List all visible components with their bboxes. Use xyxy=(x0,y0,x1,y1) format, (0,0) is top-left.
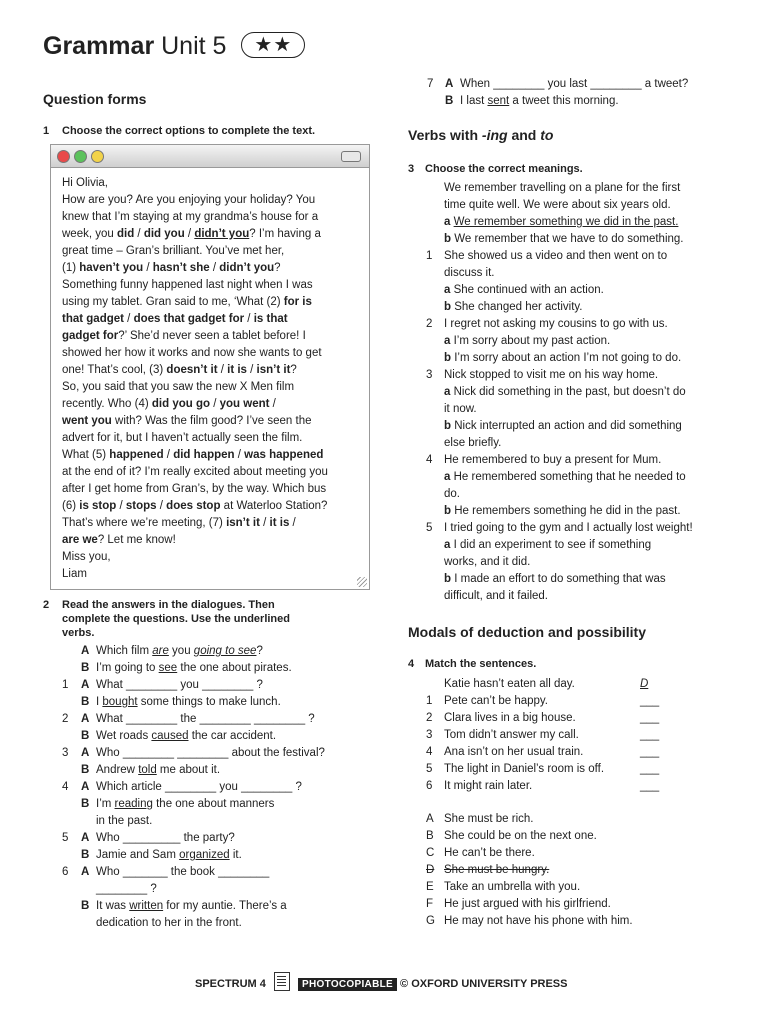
email-line: Hi Olivia, xyxy=(62,177,109,189)
speaker-b: B xyxy=(81,849,90,861)
meaning-line: time quite well. We were about six years old. xyxy=(444,199,671,211)
instruction-text xyxy=(62,598,373,640)
title-bold: Grammar xyxy=(43,32,155,60)
email-line: Liam xyxy=(62,568,87,580)
exercise-number: 4 xyxy=(408,658,415,670)
email-line: (1) haven’t you / hasn’t she / didn’t you? xyxy=(62,262,281,274)
answer-line: I’m going to see the one about pirates. xyxy=(96,662,292,674)
meaning-line: a I did an experiment to see if something xyxy=(444,539,652,551)
meaning-line: else briefly. xyxy=(444,437,502,449)
speaker-a: A xyxy=(81,832,90,844)
email-line: showed her how it works and now she wants to get xyxy=(62,347,322,359)
email-line: advert for it, but I haven’t actually seen the film. xyxy=(62,432,303,444)
speaker-b: B xyxy=(445,95,454,107)
answer-line: It was written for my auntie. There’s a xyxy=(96,900,287,912)
email-line: How are you? Are you enjoying your holiday? You xyxy=(62,194,316,206)
sentence-line: Ana isn’t on her usual train. xyxy=(444,746,584,758)
option-letter: F xyxy=(426,898,434,910)
item-number: 5 xyxy=(426,763,433,775)
email-line: using my tablet. Gran said to me, ‘What (2) for is xyxy=(62,296,312,308)
item-number: 5 xyxy=(62,832,69,844)
option-text: She must be hungry. xyxy=(444,864,550,876)
section-heading-modals: Modals of deduction and possibility xyxy=(408,624,647,640)
email-line: went you with? Was the film good? I’ve seen the xyxy=(62,415,312,427)
option-text: Take an umbrella with you. xyxy=(444,881,581,893)
meaning-line: works, and it did. xyxy=(444,556,531,568)
instruction-text: Match the sentences. xyxy=(425,658,537,670)
answer-slot: D xyxy=(640,678,649,690)
speaker-a: A xyxy=(81,713,90,725)
speaker-a: A xyxy=(81,781,90,793)
email-line: gadget for?’ She’d never seen a tablet before! I xyxy=(62,330,306,342)
email-window xyxy=(50,144,370,590)
answer-slot: ___ xyxy=(640,780,660,792)
answer-line: Wet roads caused the car accident. xyxy=(96,730,277,742)
answer-line: I last sent a tweet this morning. xyxy=(460,95,619,107)
speaker-a: A xyxy=(445,78,454,90)
email-line: (6) is stop / stops / does stop at Waterloo Station? xyxy=(62,500,328,512)
item-number: 6 xyxy=(62,866,69,878)
meaning-line: I regret not asking my cousins to go with us. xyxy=(444,318,668,330)
item-number: 7 xyxy=(427,78,434,90)
option-letter: G xyxy=(426,915,435,927)
email-line: Miss you, xyxy=(62,551,111,563)
email-titlebar xyxy=(51,145,369,168)
meaning-line: difficult, and it failed. xyxy=(444,590,548,602)
answer-line: I’m reading the one about manners xyxy=(96,798,275,810)
zoom-dot-icon xyxy=(74,150,87,163)
meaning-line: She showed us a video and then went on to xyxy=(444,250,668,262)
speaker-a: A xyxy=(81,747,90,759)
photocopy-icon xyxy=(274,972,290,991)
meaning-line: b She changed her activity. xyxy=(444,301,583,313)
exercise-number: 2 xyxy=(43,599,50,611)
exercise-3-instruction xyxy=(408,162,738,176)
email-line: one! That’s cool, (3) doesn’t it / it is / isn’t it? xyxy=(62,364,297,376)
item-number: 3 xyxy=(62,747,69,759)
question-line: What ________ the ________ ________ ? xyxy=(96,713,315,725)
exercise-number: 3 xyxy=(408,163,415,175)
meaning-line: Nick stopped to visit me on his way home. xyxy=(444,369,659,381)
answer-slot: ___ xyxy=(640,729,660,741)
meaning-line: We remember travelling on a plane for the first xyxy=(444,182,681,194)
email-line: that gadget / does that gadget for / is that xyxy=(62,313,288,325)
option-letter: E xyxy=(426,881,434,893)
question-line: Who ________ ________ about the festival? xyxy=(96,747,325,759)
email-line: knew that I’m staying at my grandma’s house for a xyxy=(62,211,319,223)
email-line: Something funny happened last night when I was xyxy=(62,279,313,291)
email-line: That’s where we’re meeting, (7) isn’t it / it is / xyxy=(62,517,296,529)
footer-photocopiable: PHOTOCOPIABLE xyxy=(298,978,397,991)
answer-line: I bought some things to make lunch. xyxy=(96,696,281,708)
item-number: 6 xyxy=(426,780,433,792)
section-heading-question-forms: Question forms xyxy=(43,91,147,107)
instruction-line: complete the questions. Use the underlined xyxy=(62,613,290,625)
email-body xyxy=(62,175,328,583)
minimize-dot-icon xyxy=(91,150,104,163)
answer-slot: ___ xyxy=(640,712,660,724)
item-number: 3 xyxy=(426,729,433,741)
sentence-line: Clara lives in a big house. xyxy=(444,712,576,724)
speaker-b: B xyxy=(81,764,90,776)
email-line: are we? Let me know! xyxy=(62,534,176,546)
option-letter: B xyxy=(426,830,434,842)
close-dot-icon xyxy=(57,150,70,163)
item-number: 1 xyxy=(426,250,433,262)
exercise-4-instruction xyxy=(408,657,738,671)
answer-slot: ___ xyxy=(640,695,660,707)
sentence-line: Pete can’t be happy. xyxy=(444,695,548,707)
instruction-line: verbs. xyxy=(62,627,95,639)
option-letter: D xyxy=(426,864,435,876)
option-text: He can’t be there. xyxy=(444,847,535,859)
footer-spectrum: SPECTRUM 4 xyxy=(195,978,266,990)
sentence-line: Katie hasn’t eaten all day. xyxy=(444,678,575,690)
email-line: week, you did / did you / didn’t you? I’m having a xyxy=(62,228,321,240)
email-line: recently. Who (4) did you go / you went / xyxy=(62,398,276,410)
meaning-line: a Nick did something in the past, but doesn’t do xyxy=(444,386,686,398)
option-letter: C xyxy=(426,847,435,859)
speaker-a: A xyxy=(81,866,90,878)
sentence-line: It might rain later. xyxy=(444,780,533,792)
exercise-2-instruction xyxy=(43,598,373,640)
option-text: She could be on the next one. xyxy=(444,830,597,842)
difficulty-stars: ★★ xyxy=(241,32,305,58)
item-number: 2 xyxy=(62,713,69,725)
item-number: 1 xyxy=(62,679,69,691)
item-number: 4 xyxy=(426,454,433,466)
question-line: Who _______ the book ________ xyxy=(96,866,270,878)
answer-slot: ___ xyxy=(640,746,660,758)
speaker-a: A xyxy=(81,679,90,691)
meaning-line: do. xyxy=(444,488,460,500)
item-number: 2 xyxy=(426,318,433,330)
instruction-text: Choose the correct options to complete the text. xyxy=(62,125,316,137)
item-number: 4 xyxy=(426,746,433,758)
instruction-line: Read the answers in the dialogues. Then xyxy=(62,599,275,611)
speaker-b: B xyxy=(81,662,90,674)
footer xyxy=(195,972,567,991)
exercise-number: 1 xyxy=(43,125,50,137)
speaker-a: A xyxy=(81,645,90,657)
answer-line: in the past. xyxy=(96,815,153,827)
email-line: great time – Gran’s brilliant. You’ve met her, xyxy=(62,245,285,257)
exercise-1-instruction xyxy=(43,124,373,138)
item-number: 1 xyxy=(426,695,433,707)
item-number: 3 xyxy=(426,369,433,381)
option-text: He just argued with his girlfriend. xyxy=(444,898,611,910)
email-line: So, you said that you saw the new X Men film xyxy=(62,381,295,393)
item-number: 5 xyxy=(426,522,433,534)
email-line: at the end of it? I’m really excited about meeting you xyxy=(62,466,328,478)
meaning-line: discuss it. xyxy=(444,267,495,279)
item-number: 2 xyxy=(426,712,433,724)
meaning-line: b We remember that we have to do something. xyxy=(444,233,684,245)
question-line: Which film are you going to see? xyxy=(96,645,263,657)
page-title xyxy=(43,32,305,61)
option-text: He may not have his phone with him. xyxy=(444,915,633,927)
title-rest: Unit 5 xyxy=(154,32,227,60)
meaning-line: b I’m sorry about an action I’m not going to do. xyxy=(444,352,682,364)
email-line: What (5) happened / did happen / was happened xyxy=(62,449,324,461)
meaning-line: b Nick interrupted an action and did something xyxy=(444,420,682,432)
meaning-line: a I’m sorry about my past action. xyxy=(444,335,611,347)
resize-grip-icon xyxy=(357,577,367,587)
meaning-line: He remembered to buy a present for Mum. xyxy=(444,454,662,466)
meaning-line: a She continued with an action. xyxy=(444,284,604,296)
toolbar-pill-icon xyxy=(341,151,361,162)
question-line: ________ ? xyxy=(96,883,157,895)
meaning-line: a He remembered something that he needed to xyxy=(444,471,686,483)
speaker-b: B xyxy=(81,900,90,912)
answer-line: Jamie and Sam organized it. xyxy=(96,849,242,861)
speaker-b: B xyxy=(81,696,90,708)
option-text: She must be rich. xyxy=(444,813,534,825)
meaning-line: a We remember something we did in the past. xyxy=(444,216,679,228)
meaning-line: b I made an effort to do something that was xyxy=(444,573,666,585)
option-letter: A xyxy=(426,813,434,825)
answer-line: dedication to her in the front. xyxy=(96,917,242,929)
speaker-b: B xyxy=(81,798,90,810)
item-number: 4 xyxy=(62,781,69,793)
meaning-line: b He remembers something he did in the past. xyxy=(444,505,681,517)
question-line: Which article ________ you ________ ? xyxy=(96,781,302,793)
sentence-line: Tom didn’t answer my call. xyxy=(444,729,579,741)
answer-line: Andrew told me about it. xyxy=(96,764,221,776)
speaker-b: B xyxy=(81,730,90,742)
meaning-line: it now. xyxy=(444,403,477,415)
footer-press: © OXFORD UNIVERSITY PRESS xyxy=(400,978,568,990)
answer-slot: ___ xyxy=(640,763,660,775)
question-line: What ________ you ________ ? xyxy=(96,679,263,691)
meaning-line: I tried going to the gym and I actually lost weight! xyxy=(444,522,693,534)
question-line: Who _________ the party? xyxy=(96,832,235,844)
instruction-text: Choose the correct meanings. xyxy=(425,163,583,175)
sentence-line: The light in Daniel’s room is off. xyxy=(444,763,605,775)
section-heading-verbs-ing: Verbs with -ing and to xyxy=(408,127,554,143)
question-line: When ________ you last ________ a tweet? xyxy=(460,78,689,90)
email-line: after I get home from Gran’s, by the way. Which bus xyxy=(62,483,327,495)
